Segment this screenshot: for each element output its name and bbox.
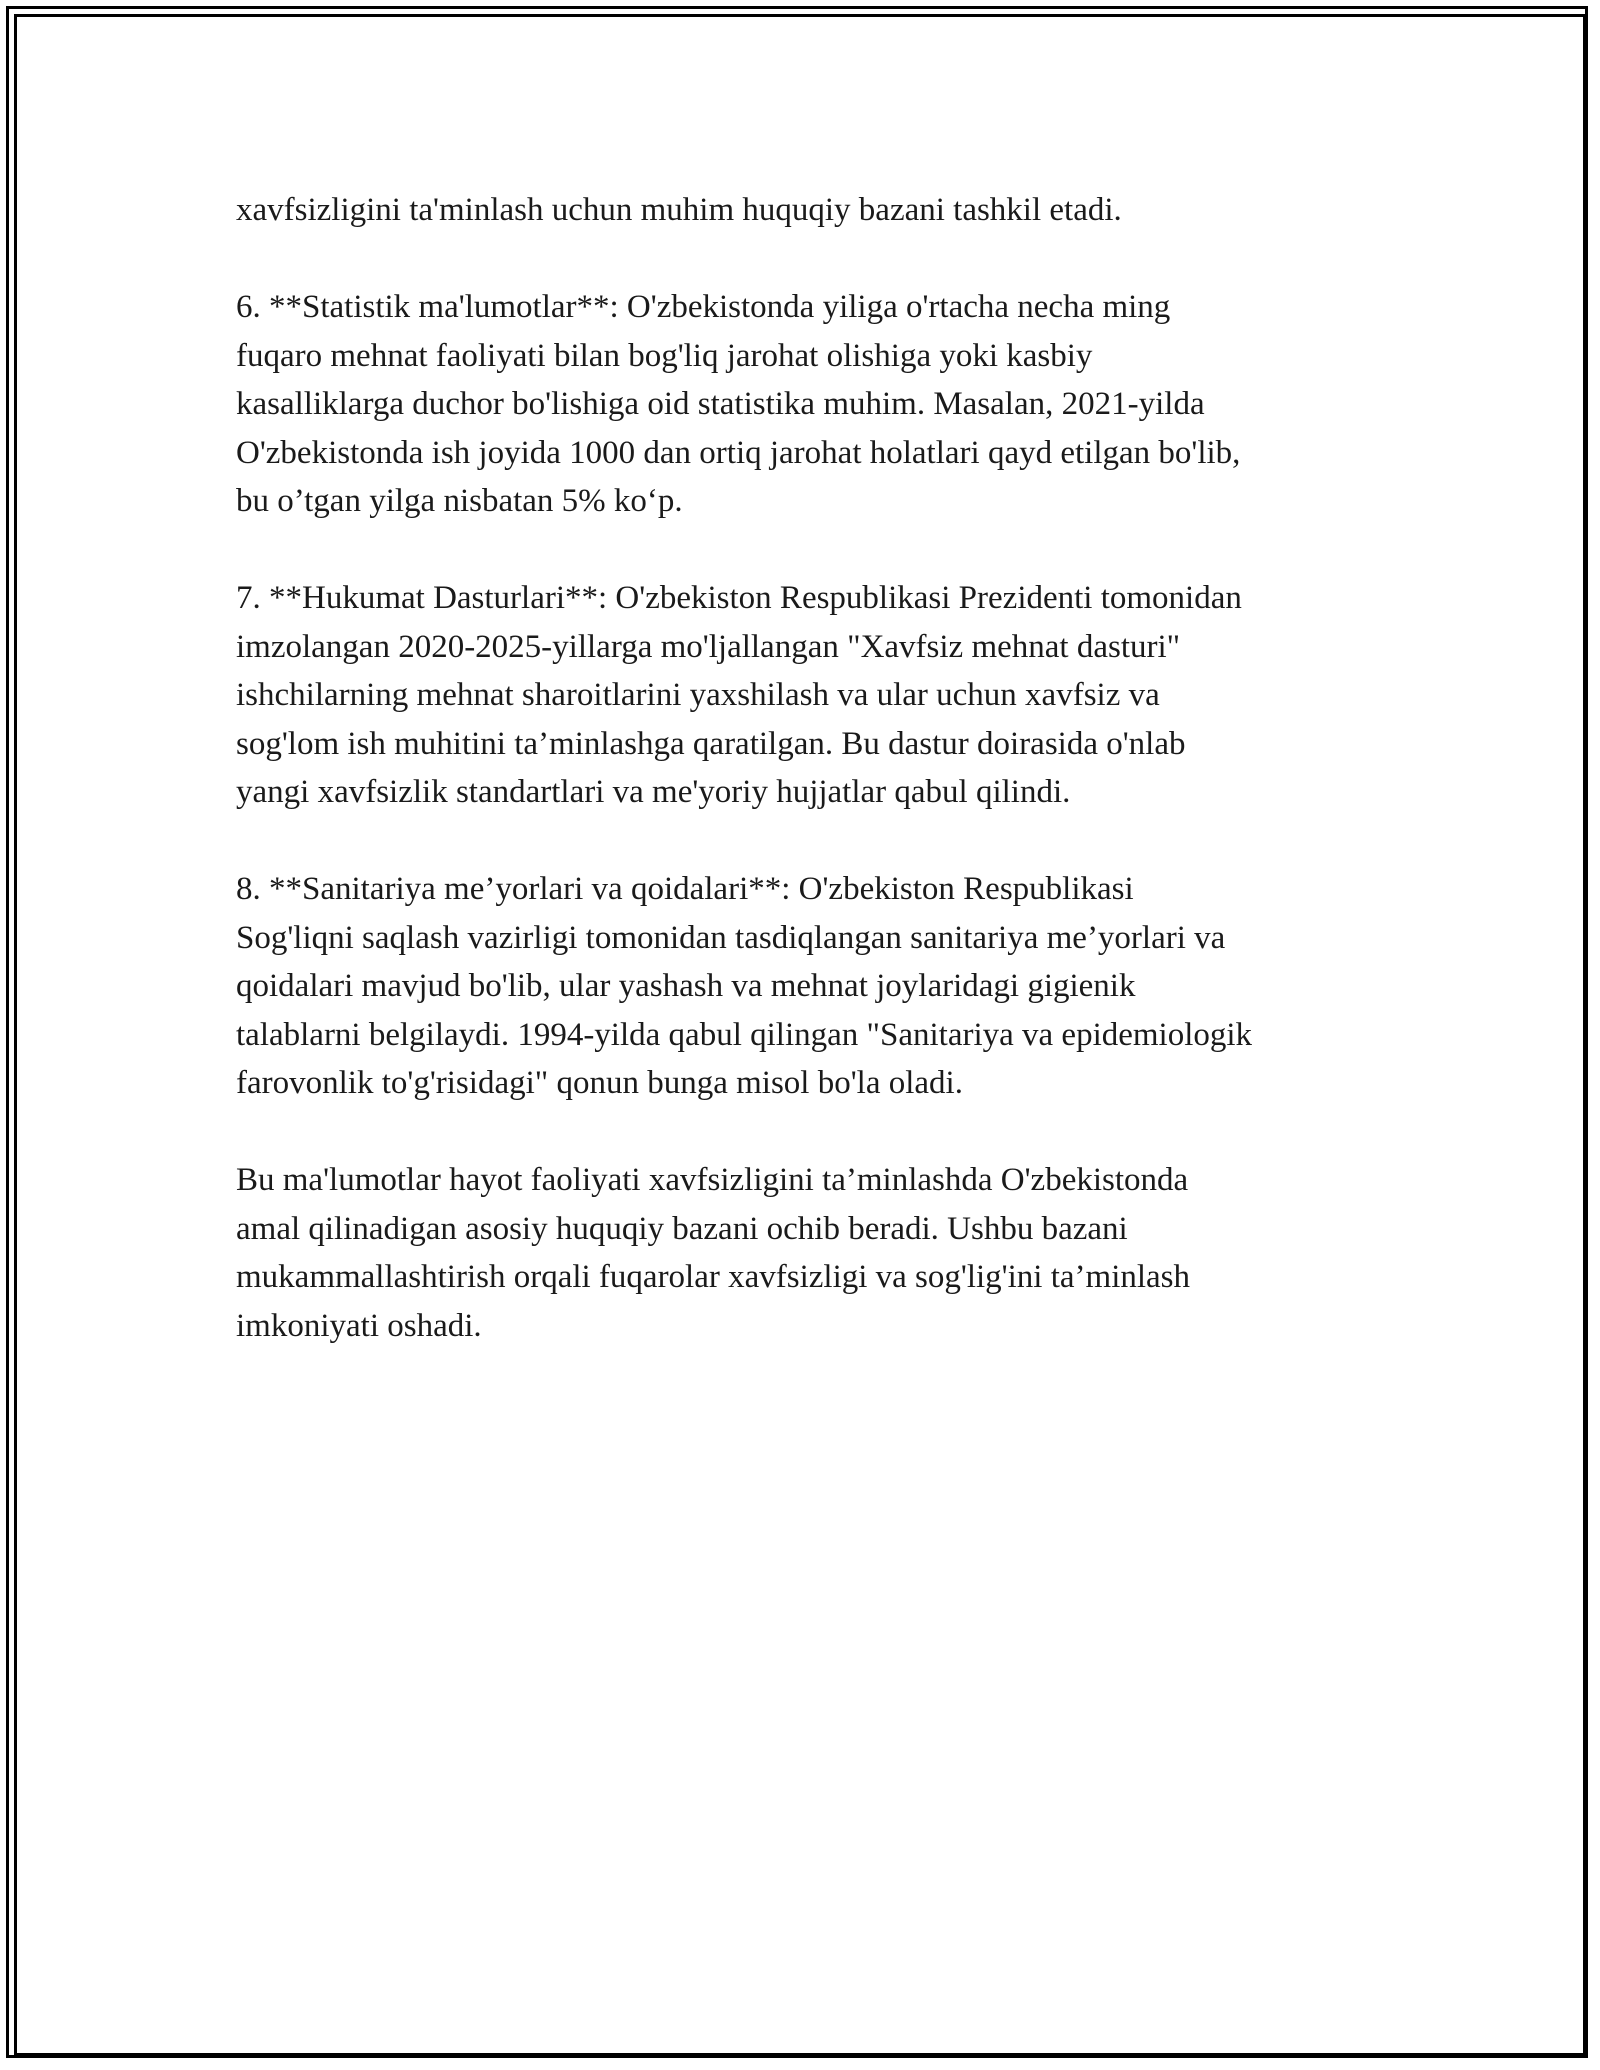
text-line: mukammallashtirish orqali fuqarolar xavfsizligi va sog'lig'ini ta’minlash <box>236 1259 1191 1295</box>
document-body <box>236 186 1386 1399</box>
paragraph-conclusion <box>236 1156 1386 1350</box>
paragraph-item-8-sanitary-norms <box>236 865 1386 1108</box>
text-line: 8. **Sanitariya me’yorlari va qoidalari**: O'zbekiston Respublikasi <box>236 871 1134 907</box>
text-line: qoidalari mavjud bo'lib, ular yashash va mehnat joylaridagi gigienik <box>236 968 1136 1004</box>
text-line: kasalliklarga duchor bo'lishiga oid statistika muhim. Masalan, 2021-yilda <box>236 386 1205 422</box>
paragraph-item-7-government-programs <box>236 574 1386 817</box>
text-line: bu o’tgan yilga nisbatan 5% ko‘p. <box>236 483 683 519</box>
text-line: imkoniyati oshadi. <box>236 1307 482 1344</box>
text-line: imzolangan 2020-2025-yillarga mo'ljallangan "Xavfsiz mehnat dasturi" <box>236 628 1181 665</box>
text-line: sog'lom ish muhitini ta’minlashga qaratilgan. Bu dastur doirasida o'nlab <box>236 725 1186 762</box>
text-line: 6. **Statistik ma'lumotlar**: O'zbekistonda yiliga o'rtacha necha ming <box>236 289 1171 325</box>
paragraph-item-6-statistics <box>236 283 1386 526</box>
text-line: xavfsizligini ta'minlash uchun muhim huquqiy bazani tashkil etadi. <box>236 192 1122 228</box>
text-line: Sog'liqni saqlash vazirligi tomonidan tasdiqlangan sanitariya me’yorlari va <box>236 919 1226 956</box>
text-line: ishchilarning mehnat sharoitlarini yaxshilash va ular uchun xavfsiz va <box>236 677 1160 713</box>
text-line: 7. **Hukumat Dasturlari**: O'zbekiston Respublikasi Prezidenti tomonidan <box>236 580 1242 616</box>
text-line: yangi xavfsizlik standartlari va me'yoriy hujjatlar qabul qilindi. <box>236 774 1071 810</box>
text-line: farovonlik to'g'risidagi" qonun bunga misol bo'la oladi. <box>236 1065 963 1101</box>
text-line: Bu ma'lumotlar hayot faoliyati xavfsizligini ta’minlashda O'zbekistonda <box>236 1162 1189 1198</box>
text-line: O'zbekistonda ish joyida 1000 dan ortiq jarohat holatlari qayd etilgan bo'lib, <box>236 434 1241 471</box>
text-line: fuqaro mehnat faoliyati bilan bog'liq jarohat olishiga yoki kasbiy <box>236 337 1093 374</box>
text-line: amal qilinadigan asosiy huquqiy bazani ochib beradi. Ushbu bazani <box>236 1210 1128 1247</box>
text-line: talablarni belgilaydi. 1994-yilda qabul qilingan "Sanitariya va epidemiologik <box>236 1016 1253 1053</box>
paragraph-continuation <box>236 186 1386 235</box>
